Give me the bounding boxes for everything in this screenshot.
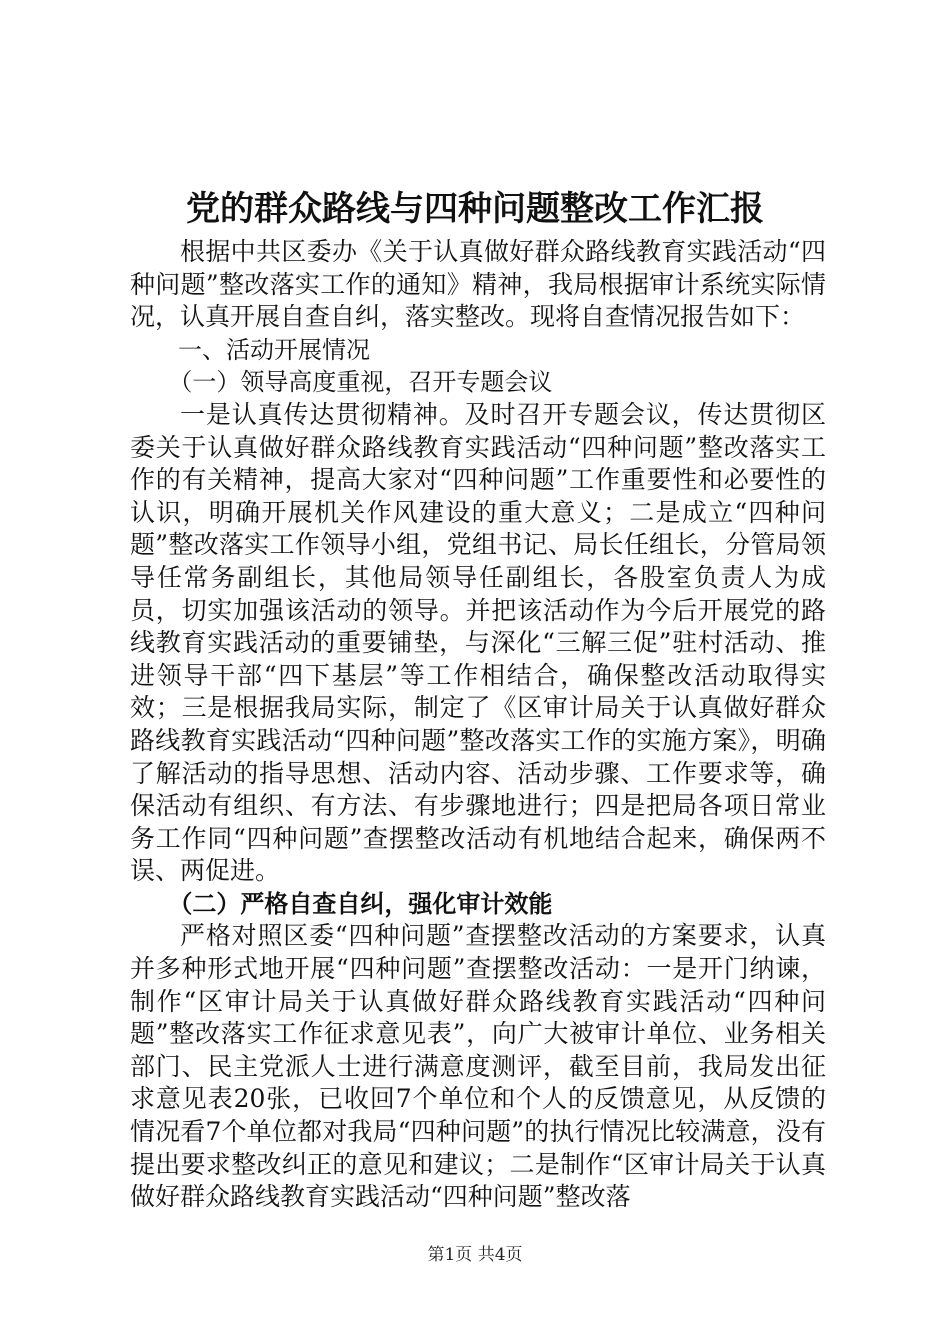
subsection-heading-2: （二）严格自查自纠，强化审计效能 xyxy=(168,889,553,918)
document-body xyxy=(130,236,826,1214)
page-footer: 第1页 共4页 xyxy=(427,1245,523,1265)
subsection-2-paragraph: 严格对照区委“四种问题”查摆整改活动的方案要求，认真并多种形式地开展“四种问题”查摆整改活动：一是开门纳谏，制作“区审计局关于认真做好群众路线教育实践活动“四种问题”整改落实工作征求意见表”，向广大被审计单位、业务相关部门、民主党派人士进行满意度测评，截至目前，我局发出征求意见表20张，已收回7个单位和个人的反馈意见，从反馈的情况看7个单位都对我局“四种问题”的执行情况比较满意，没有提出要求整改纠正的意见和建议；二是制作“区审计局关于认真做好群众路线教育实践活动“四种问题”整改落 xyxy=(130,921,826,1212)
document-title: 党的群众路线与四种问题整改工作汇报 xyxy=(186,189,764,229)
section-heading-1: 一、活动开展情况 xyxy=(178,335,370,364)
subsection-heading-1: （一）领导高度重视，召开专题会议 xyxy=(168,368,553,397)
subsection-1-paragraph: 一是认真传达贯彻精神。及时召开专题会议，传达贯彻区委关于认真做好群众路线教育实践活动“四种问题”整改落实工作的有关精神，提高大家对“四种问题”工作重要性和必要性的认识，明确开展机关作风建设的重大意义；二是成立“四种问题”整改落实工作领导小组，党组书记、局长任组长，分管局领导任常务副组长，其他局领导任副组长，各股室负责人为成员，切实加强该活动的领导。并把该活动作为今后开展党的路线教育实践活动的重要铺垫，与深化“三解三促”驻村活动、推进领导干部“四下基层”等工作相结合，确保整改活动取得实效；三是根据我局实际，制定了《区审计局关于认真做好群众路线教育实践活动“四种问题”整改落实工作的实施方案》，明确了解活动的指导思想、活动内容、活动步骤、工作要求等，确保活动有组织、有方法、有步骤地进行；四是把局各项日常业务工作同“四种问题”查摆整改活动有机地结合起来，确保两不误、两促进。 xyxy=(130,399,826,886)
intro-paragraph: 根据中共区委办《关于认真做好群众路线教育实践活动“四种问题”整改落实工作的通知》精神，我局根据审计系统实际情况，认真开展自查自纠，落实整改。现将自查情况报告如下： xyxy=(130,237,826,332)
